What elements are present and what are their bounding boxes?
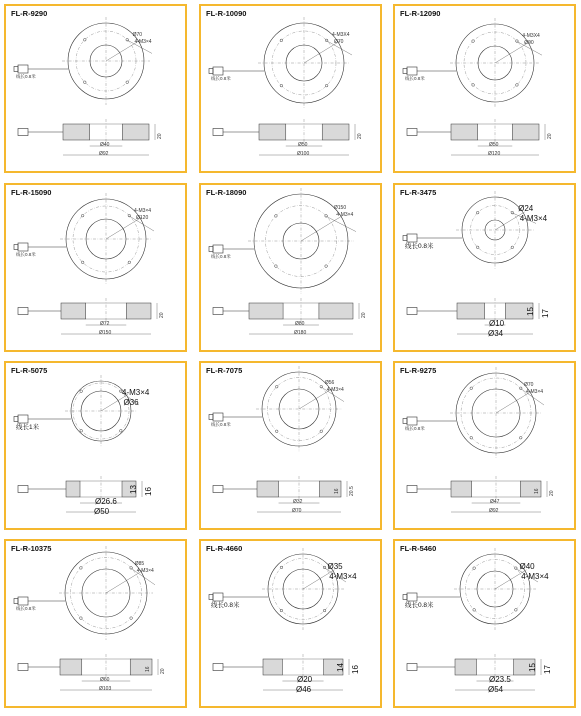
connector (407, 234, 417, 242)
connector-pin (14, 245, 18, 250)
mount-hole (81, 214, 84, 217)
dimension-label: Ø35 (327, 561, 343, 571)
height-label: 16 (351, 665, 360, 674)
technical-drawing (395, 541, 576, 708)
mount-hole (472, 84, 475, 87)
dimension-label: 4-M3×4 (526, 389, 544, 395)
section-connector (18, 664, 28, 671)
height-label: 16 (144, 487, 153, 496)
height-label: 17 (543, 665, 552, 674)
model-number: FL-R-18090 (206, 188, 247, 197)
dimension-label: Ø92 (489, 508, 499, 514)
dimension-label: Ø24 (518, 204, 534, 214)
height-label: 20 (361, 312, 367, 318)
height-label: 20.5 (349, 486, 355, 496)
section-connector (213, 486, 223, 493)
model-number: FL-R-9290 (11, 9, 48, 18)
mount-hole (320, 430, 323, 433)
height-label: 16 (145, 666, 151, 672)
section-connector (18, 486, 28, 493)
mount-hole (83, 81, 86, 84)
dimension-label: 4-M3×4 (326, 387, 344, 394)
connector (407, 417, 417, 425)
dimension-label: Ø85 (134, 561, 145, 568)
mount-hole (476, 211, 479, 214)
technical-drawing (395, 185, 576, 352)
dimension-label: 4-M3×4 (521, 571, 549, 581)
dimension-label: Ø50 (94, 507, 110, 516)
drawing-panel (199, 183, 382, 352)
height-label: 16 (534, 488, 540, 494)
section-left-wall (451, 481, 472, 497)
dimension-label: Ø80 (295, 321, 305, 327)
height-label: 16 (334, 488, 340, 494)
dimension-label: 4-M3×4 (329, 571, 357, 581)
technical-drawing (395, 363, 576, 530)
dimension-label: Ø70 (132, 31, 143, 38)
dimension-label: Ø70 (292, 508, 302, 514)
connector (18, 65, 28, 73)
mount-hole (519, 436, 522, 439)
height-label: 13 (129, 485, 138, 494)
dimension-label: 4-M3X4 (522, 32, 540, 39)
section-connector (407, 486, 417, 493)
mount-hole (275, 430, 278, 433)
model-number: FL-R-4660 (206, 544, 243, 553)
section-right-wall (122, 124, 149, 140)
drawing-panel (393, 361, 576, 530)
connector-pin (14, 67, 18, 72)
mount-hole (473, 609, 476, 612)
dimension-label: 4-M3X4 (332, 32, 350, 38)
dimension-label: 4-M3×4 (134, 208, 152, 214)
connector-pin (209, 595, 213, 600)
mount-hole (325, 84, 328, 87)
mount-hole (280, 609, 283, 612)
cable-length-label: 线长0.8米 (405, 602, 434, 609)
leader-line (301, 215, 343, 241)
dimension-label: 4-M3×4 (336, 211, 354, 218)
connector-pin (14, 417, 18, 422)
cable-length-label: 线长0.8米 (211, 76, 231, 81)
dimension-label: Ø50 (489, 142, 499, 148)
dimension-label: Ø103 (99, 686, 112, 692)
mount-hole (280, 84, 283, 87)
section-connector (213, 664, 223, 671)
height-label: 14 (336, 663, 345, 672)
connector (18, 415, 28, 423)
drawing-panel (199, 4, 382, 173)
drawing-panel (4, 361, 187, 530)
mount-hole (470, 387, 473, 390)
cable-length-label: 线长0.8米 (405, 243, 434, 250)
technical-drawing (201, 6, 382, 173)
section-left-wall (455, 659, 476, 675)
section-right-wall (512, 124, 539, 140)
height-label: 20 (357, 133, 363, 139)
height-label: 20 (157, 133, 163, 139)
height-label: 20 (547, 133, 553, 139)
model-number: FL-R-9275 (400, 366, 437, 375)
dimension-label: 4-M3×4 (122, 387, 150, 397)
model-number: FL-R-7075 (206, 366, 243, 375)
mount-hole (275, 215, 278, 218)
dimension-label: Ø180 (294, 330, 307, 336)
section-connector (18, 308, 28, 315)
cable-length-label: 线长0.8米 (211, 602, 240, 609)
section-connector (407, 664, 417, 671)
dimension-label: Ø47 (490, 499, 500, 505)
cable-length-label: 线长0.8米 (16, 252, 36, 257)
connector (213, 593, 223, 601)
dimension-label: Ø60 (100, 677, 110, 683)
mount-hole (80, 567, 83, 570)
section-connector (18, 129, 28, 136)
section-connector (407, 129, 417, 136)
dimension-label: Ø90 (524, 39, 534, 46)
leader-line (326, 216, 356, 231)
cable-length-label: 线长0.8米 (16, 606, 36, 611)
cable-length-label: 线长0.8米 (211, 254, 231, 259)
section-left-wall (63, 124, 90, 140)
connector (18, 243, 28, 251)
mount-hole (80, 617, 83, 620)
dimension-label: 4-M3×4 (519, 214, 548, 224)
section-left-wall (457, 303, 485, 319)
dimension-label: Ø100 (297, 151, 310, 157)
connector-pin (403, 236, 407, 241)
dimension-label: Ø70 (524, 382, 534, 388)
technical-drawing (6, 6, 187, 173)
technical-drawing (201, 185, 382, 352)
mount-hole (275, 265, 278, 268)
connector (18, 597, 28, 605)
technical-drawing (201, 541, 382, 708)
mount-hole (470, 436, 473, 439)
mount-hole (83, 38, 86, 41)
model-number: FL-R-15090 (11, 188, 52, 197)
drawing-panel (199, 539, 382, 708)
section-left-wall (66, 481, 80, 497)
connector (213, 67, 223, 75)
dimension-label: Ø34 (488, 329, 504, 338)
mount-hole (511, 246, 514, 249)
technical-drawing (201, 363, 382, 530)
drawing-panel (199, 361, 382, 530)
dimension-label: Ø23.5 (489, 675, 511, 684)
dimension-label: Ø120 (136, 215, 149, 221)
mount-hole (119, 429, 122, 432)
drawing-panel (393, 4, 576, 173)
connector (213, 245, 223, 253)
technical-drawing (6, 541, 187, 708)
mount-hole (81, 261, 84, 264)
drawing-panel (393, 539, 576, 708)
model-number: FL-R-10375 (11, 544, 52, 553)
section-connector (213, 308, 223, 315)
section-left-wall (257, 481, 279, 497)
mount-hole (80, 390, 83, 393)
model-number: FL-R-5460 (400, 544, 437, 553)
mount-hole (275, 385, 278, 388)
cable-length-label: 线长0.8米 (405, 426, 425, 431)
section-right-wall (126, 303, 151, 319)
height-label: 17 (541, 309, 550, 318)
section-left-wall (259, 124, 286, 140)
model-number: FL-R-12090 (400, 9, 441, 18)
dimension-label: Ø70 (334, 39, 344, 45)
section-left-wall (60, 659, 82, 675)
cable-length-label: 线长1米 (16, 424, 40, 431)
mount-hole (473, 567, 476, 570)
dimension-label: 4-M3×4 (134, 38, 152, 45)
section-left-wall (263, 659, 282, 675)
connector (407, 67, 417, 75)
connector-pin (14, 599, 18, 604)
section-left-wall (61, 303, 86, 319)
mount-hole (323, 609, 326, 612)
cable-length-label: 线长0.8米 (16, 74, 36, 79)
drawing-panel (393, 183, 576, 352)
connector-pin (403, 419, 407, 424)
dimension-label: Ø50 (298, 142, 308, 148)
mount-hole (515, 609, 518, 612)
dimension-label: Ø150 (99, 330, 112, 336)
section-connector (407, 308, 417, 315)
connector-pin (209, 415, 213, 420)
section-right-wall (319, 303, 353, 319)
connector-pin (403, 69, 407, 74)
drawing-panel (4, 539, 187, 708)
mount-hole (280, 39, 283, 42)
dimension-label: Ø26.6 (95, 497, 117, 506)
cable-length-label: 线长0.8米 (211, 422, 231, 427)
mount-hole (472, 40, 475, 43)
section-left-wall (451, 124, 478, 140)
connector-pin (209, 247, 213, 252)
section-right-wall (322, 124, 349, 140)
dimension-label: Ø56 (324, 380, 335, 387)
mount-hole (516, 84, 519, 87)
dimension-label: Ø54 (488, 685, 504, 694)
model-number: FL-R-5075 (11, 366, 48, 375)
dimension-label: Ø40 (519, 561, 535, 571)
dimension-label: Ø72 (100, 321, 110, 327)
mount-hole (80, 429, 83, 432)
dimension-label: Ø40 (100, 142, 110, 148)
mount-hole (130, 617, 133, 620)
dimension-label: Ø46 (296, 685, 312, 694)
dimension-label: Ø20 (297, 675, 313, 684)
height-label: 20 (160, 668, 166, 674)
dimension-label: Ø150 (333, 204, 347, 211)
dimension-label: Ø10 (489, 319, 505, 328)
connector-pin (403, 595, 407, 600)
mount-hole (476, 246, 479, 249)
model-number: FL-R-3475 (400, 188, 437, 197)
dimension-label: Ø36 (123, 397, 139, 407)
height-label: 20 (549, 490, 555, 496)
section-connector (213, 129, 223, 136)
dimension-label: 4-M3×4 (136, 568, 154, 575)
height-label: 20 (159, 312, 165, 318)
model-number: FL-R-10090 (206, 9, 247, 18)
mount-hole (280, 566, 283, 569)
section-left-wall (249, 303, 283, 319)
connector (213, 413, 223, 421)
technical-drawing (395, 6, 576, 173)
dimension-label: Ø32 (293, 499, 303, 505)
connector (407, 593, 417, 601)
height-label: 15 (526, 307, 535, 316)
technical-drawing (6, 185, 187, 352)
drawing-panel (4, 4, 187, 173)
dimension-label: Ø120 (488, 151, 501, 157)
drawing-panel (4, 183, 187, 352)
cable-length-label: 线长0.8米 (405, 76, 425, 81)
mount-hole (511, 211, 514, 214)
height-label: 15 (528, 663, 537, 672)
connector-pin (209, 69, 213, 74)
mount-hole (325, 265, 328, 268)
dimension-label: Ø92 (99, 151, 109, 157)
mount-hole (126, 81, 129, 84)
mount-hole (128, 261, 131, 264)
